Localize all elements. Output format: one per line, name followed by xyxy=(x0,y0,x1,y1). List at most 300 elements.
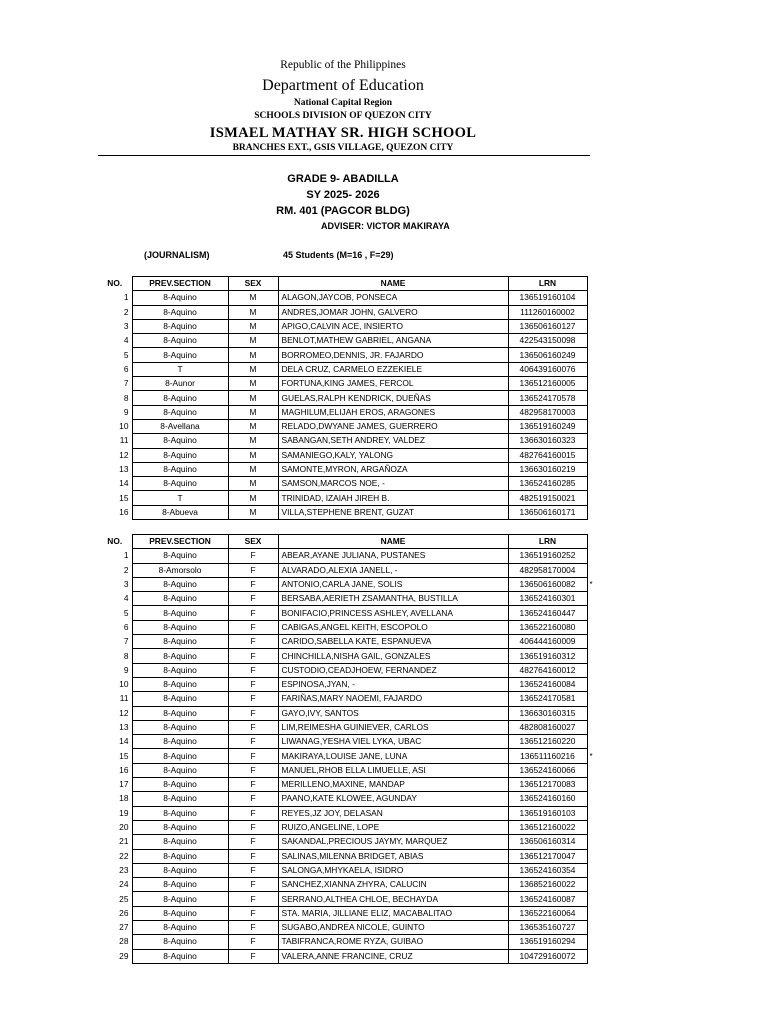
student-name-cell: STA. MARIA, JILLIANE ELIZ, MACABALITAO xyxy=(278,906,508,920)
lrn-cell: 136519160252 xyxy=(508,549,587,563)
prev-section-cell: 8-Aquino xyxy=(132,906,228,920)
prev-section-cell: 8-Aquino xyxy=(132,921,228,935)
student-name-cell: BORROMEO,DENNIS, JR. FAJARDO xyxy=(278,348,508,362)
sex-cell: F xyxy=(228,549,278,563)
sex-cell: M xyxy=(228,391,278,405)
lrn-cell: 136535160727 xyxy=(508,921,587,935)
table-row xyxy=(98,577,597,591)
row-number: 15 xyxy=(98,749,132,763)
adviser: ADVISER: VICTOR MAKIRAYA xyxy=(321,221,450,231)
sex-cell: F xyxy=(228,563,278,577)
student-name-cell: BONIFACIO,PRINCESS ASHLEY, AVELLANA xyxy=(278,606,508,620)
sex-cell: M xyxy=(228,362,278,376)
row-number: 9 xyxy=(98,405,132,419)
sex-cell: F xyxy=(228,763,278,777)
student-name-cell: GAYO,IVY, SANTOS xyxy=(278,706,508,720)
lrn-cell: 104729160072 xyxy=(508,949,587,963)
mark-cell xyxy=(587,820,597,834)
sex-cell: M xyxy=(228,505,278,519)
table-row xyxy=(98,592,597,606)
lrn-cell: 482958170004 xyxy=(508,563,587,577)
student-name-cell: CABIGAS,ANGEL KEITH, ESCOPOLO xyxy=(278,620,508,634)
table-row xyxy=(98,348,597,362)
table-row xyxy=(98,462,597,476)
grade-section: GRADE 9- ABADILLA xyxy=(287,173,399,185)
room: RM. 401 (PAGCOR BLDG) xyxy=(276,205,410,217)
table-row xyxy=(98,549,597,563)
lrn-cell: 136524160301 xyxy=(508,592,587,606)
prev-section-cell: 8-Aquino xyxy=(132,620,228,634)
student-name-cell: SAKANDAL,PRECIOUS JAYMY, MARQUEZ xyxy=(278,835,508,849)
prev-section-cell: 8-Aquino xyxy=(132,878,228,892)
table-header-row xyxy=(98,535,597,549)
student-name-cell: TABIFRANCA,ROME RYZA, GUIBAO xyxy=(278,935,508,949)
student-name-cell: BENLOT,MATHEW GABRIEL, ANGANA xyxy=(278,334,508,348)
row-number: 14 xyxy=(98,477,132,491)
mark-cell xyxy=(587,692,597,706)
student-name-cell: VALERA,ANNE FRANCINE, CRUZ xyxy=(278,949,508,963)
prev-section-cell: 8-Aquino xyxy=(132,391,228,405)
table-row xyxy=(98,305,597,319)
row-number: 4 xyxy=(98,592,132,606)
table-row xyxy=(98,863,597,877)
table-row xyxy=(98,319,597,333)
student-name-cell: SERRANO,ALTHEA CHLOE, BECHAYDA xyxy=(278,892,508,906)
row-number: 10 xyxy=(98,677,132,691)
sex-cell: F xyxy=(228,720,278,734)
row-number: 27 xyxy=(98,921,132,935)
student-name-cell: ABEAR,AYANE JULIANA, PUSTANES xyxy=(278,549,508,563)
prev-section-cell: 8-Aquino xyxy=(132,348,228,362)
row-number: 22 xyxy=(98,849,132,863)
lrn-cell: 482519150021 xyxy=(508,491,587,505)
prev-section-cell: 8-Aquino xyxy=(132,806,228,820)
table-row xyxy=(98,491,597,505)
table-row xyxy=(98,663,597,677)
department-title: Department of Education xyxy=(262,77,424,94)
lrn-cell: 136524160354 xyxy=(508,863,587,877)
prev-section-cell: 8-Aquino xyxy=(132,792,228,806)
mark-cell xyxy=(587,419,597,433)
lrn-cell: 136524160087 xyxy=(508,892,587,906)
lrn-cell: 136512170083 xyxy=(508,778,587,792)
student-name-cell: SALONGA,MHYKAELA, ISIDRO xyxy=(278,863,508,877)
mark-cell xyxy=(587,348,597,362)
row-number: 2 xyxy=(98,305,132,319)
sex-cell: M xyxy=(228,462,278,476)
sex-cell: F xyxy=(228,863,278,877)
row-number: 16 xyxy=(98,763,132,777)
school-year: SY 2025- 2026 xyxy=(306,189,380,201)
student-name-cell: ANTONIO,CARLA JANE, SOLIS xyxy=(278,577,508,591)
col-header-prev-section: PREV.SECTION xyxy=(132,277,228,291)
col-header-sex: SEX xyxy=(228,277,278,291)
student-name-cell: GUELAS,RALPH KENDRICK, DUEÑAS xyxy=(278,391,508,405)
table-header-row xyxy=(98,277,597,291)
lrn-cell: 136506160314 xyxy=(508,835,587,849)
sex-cell: M xyxy=(228,477,278,491)
table-row xyxy=(98,649,597,663)
table-row xyxy=(98,448,597,462)
sex-cell: F xyxy=(228,835,278,849)
student-name-cell: SAMANIEGO,KALY, YALONG xyxy=(278,448,508,462)
student-name-cell: LIM,REIMESHA GUINIEVER, CARLOS xyxy=(278,720,508,734)
lrn-cell: 136852160022 xyxy=(508,878,587,892)
prev-section-cell: 8-Aquino xyxy=(132,649,228,663)
table-row xyxy=(98,334,597,348)
table-row xyxy=(98,921,597,935)
sex-cell: F xyxy=(228,706,278,720)
mark-cell xyxy=(587,592,597,606)
mark-cell xyxy=(587,391,597,405)
sex-cell: F xyxy=(228,663,278,677)
table-row xyxy=(98,835,597,849)
mark-cell xyxy=(587,277,597,291)
prev-section-cell: 8-Aquino xyxy=(132,635,228,649)
lrn-cell: 136512160005 xyxy=(508,377,587,391)
table-row xyxy=(98,635,597,649)
row-number: 19 xyxy=(98,806,132,820)
student-name-cell: SALINAS,MILENNA BRIDGET, ABIAS xyxy=(278,849,508,863)
sex-cell: F xyxy=(228,792,278,806)
lrn-cell: 482764160015 xyxy=(508,448,587,462)
student-name-cell: ALAGON,JAYCOB, PONSECA xyxy=(278,291,508,305)
mark-cell xyxy=(587,935,597,949)
row-number: 3 xyxy=(98,319,132,333)
prev-section-cell: 8-Aquino xyxy=(132,735,228,749)
prev-section-cell: 8-Aquino xyxy=(132,706,228,720)
row-number: 26 xyxy=(98,906,132,920)
prev-section-cell: 8-Aquino xyxy=(132,606,228,620)
table-row xyxy=(98,849,597,863)
sex-cell: F xyxy=(228,635,278,649)
lrn-cell: 136506160171 xyxy=(508,505,587,519)
mark-cell xyxy=(587,878,597,892)
row-number: 13 xyxy=(98,462,132,476)
mark-cell xyxy=(587,921,597,935)
student-name-cell: ALVARADO,ALEXIA JANELL, - xyxy=(278,563,508,577)
row-number: 14 xyxy=(98,735,132,749)
table-row xyxy=(98,563,597,577)
student-name-cell: VILLA,STEPHENE BRENT, GUZAT xyxy=(278,505,508,519)
table-row xyxy=(98,706,597,720)
row-number: 3 xyxy=(98,577,132,591)
lrn-cell: 136524160066 xyxy=(508,763,587,777)
mark-cell xyxy=(587,491,597,505)
prev-section-cell: 8-Aquino xyxy=(132,720,228,734)
lrn-cell: 136511160216 xyxy=(508,749,587,763)
mark-cell xyxy=(587,535,597,549)
row-number: 21 xyxy=(98,835,132,849)
sex-cell: F xyxy=(228,935,278,949)
student-name-cell: TRINIDAD, IZAIAH JIREH B. xyxy=(278,491,508,505)
student-name-cell: MERILLENO,MAXINE, MANDAP xyxy=(278,778,508,792)
sex-cell: M xyxy=(228,405,278,419)
sex-cell: M xyxy=(228,348,278,362)
sex-cell: M xyxy=(228,419,278,433)
prev-section-cell: 8-Aquino xyxy=(132,434,228,448)
lrn-cell: 136522160064 xyxy=(508,906,587,920)
prev-section-cell: 8-Aquino xyxy=(132,749,228,763)
male-rows xyxy=(98,291,597,520)
row-number: 10 xyxy=(98,419,132,433)
row-number: 5 xyxy=(98,606,132,620)
lrn-cell: 136506160249 xyxy=(508,348,587,362)
sex-cell: F xyxy=(228,592,278,606)
table-row xyxy=(98,477,597,491)
sex-cell: F xyxy=(228,906,278,920)
prev-section-cell: 8-Aunor xyxy=(132,377,228,391)
mark-cell xyxy=(587,649,597,663)
student-name-cell: MAGHILUM,ELIJAH EROS, ARAGONES xyxy=(278,405,508,419)
sex-cell: F xyxy=(228,878,278,892)
mark-cell xyxy=(587,291,597,305)
lrn-cell: 136524160160 xyxy=(508,792,587,806)
prev-section-cell: 8-Aquino xyxy=(132,319,228,333)
student-name-cell: CHINCHILLA,NISHA GAIL, GONZALES xyxy=(278,649,508,663)
student-name-cell: SAMSON,MARCOS NOE, - xyxy=(278,477,508,491)
table-row xyxy=(98,792,597,806)
student-name-cell: FORTUNA,KING JAMES, FERCOL xyxy=(278,377,508,391)
table-row xyxy=(98,806,597,820)
row-number: 24 xyxy=(98,878,132,892)
student-name-cell: MANUEL,RHOB ELLA LIMUELLE, ASI xyxy=(278,763,508,777)
mark-cell xyxy=(587,477,597,491)
lrn-cell: 136524160084 xyxy=(508,677,587,691)
sex-cell: M xyxy=(228,434,278,448)
table-row xyxy=(98,419,597,433)
row-number: 11 xyxy=(98,692,132,706)
sex-cell: F xyxy=(228,949,278,963)
mark-cell xyxy=(587,549,597,563)
mark-cell xyxy=(587,720,597,734)
mark-cell xyxy=(587,663,597,677)
lrn-cell: 136630160323 xyxy=(508,434,587,448)
mark-cell xyxy=(587,334,597,348)
mark-cell xyxy=(587,677,597,691)
table-row xyxy=(98,505,597,519)
sex-cell: M xyxy=(228,334,278,348)
table-row xyxy=(98,692,597,706)
col-header-no: NO. xyxy=(98,535,132,549)
sex-cell: F xyxy=(228,749,278,763)
student-name-cell: SUGABO,ANDREA NICOLE, GUINTO xyxy=(278,921,508,935)
female-rows xyxy=(98,549,597,964)
lrn-cell: 136519160104 xyxy=(508,291,587,305)
row-number: 7 xyxy=(98,635,132,649)
mark-cell xyxy=(587,362,597,376)
mark-cell xyxy=(587,305,597,319)
prev-section-cell: 8-Amorsolo xyxy=(132,563,228,577)
mark-cell xyxy=(587,606,597,620)
mark-cell xyxy=(587,849,597,863)
sex-cell: F xyxy=(228,820,278,834)
sex-cell: F xyxy=(228,692,278,706)
mark-cell xyxy=(587,778,597,792)
sex-cell: F xyxy=(228,892,278,906)
table-row xyxy=(98,620,597,634)
female-roster-table xyxy=(98,534,597,964)
sex-cell: M xyxy=(228,448,278,462)
mark-cell xyxy=(587,377,597,391)
student-name-cell: SABANGAN,SETH ANDREY, VALDEZ xyxy=(278,434,508,448)
table-row xyxy=(98,878,597,892)
lrn-cell: 136519160249 xyxy=(508,419,587,433)
mark-cell xyxy=(587,835,597,849)
prev-section-cell: 8-Aquino xyxy=(132,778,228,792)
prev-section-cell: 8-Aquino xyxy=(132,577,228,591)
prev-section-cell: 8-Aquino xyxy=(132,892,228,906)
row-number: 4 xyxy=(98,334,132,348)
prev-section-cell: 8-Aquino xyxy=(132,835,228,849)
prev-section-cell: 8-Aquino xyxy=(132,677,228,691)
sex-cell: F xyxy=(228,849,278,863)
row-number: 12 xyxy=(98,706,132,720)
student-name-cell: ANDRES,JOMAR JOHN, GALVERO xyxy=(278,305,508,319)
student-name-cell: DELA CRUZ, CARMELO EZZEKIELE xyxy=(278,362,508,376)
student-name-cell: RELADO,DWYANE JAMES, GUERRERO xyxy=(278,419,508,433)
table-row xyxy=(98,606,597,620)
row-number: 6 xyxy=(98,620,132,634)
lrn-cell: 136630160315 xyxy=(508,706,587,720)
student-name-cell: REYES,JZ JOY, DELASAN xyxy=(278,806,508,820)
lrn-cell: 406439160076 xyxy=(508,362,587,376)
prev-section-cell: 8-Abueva xyxy=(132,505,228,519)
student-name-cell: FARIÑAS,MARY NAOEMI, FAJARDO xyxy=(278,692,508,706)
student-name-cell: BERSABA,AERIETH ZSAMANTHA, BUSTILLA xyxy=(278,592,508,606)
lrn-cell: 482808160027 xyxy=(508,720,587,734)
row-number: 20 xyxy=(98,820,132,834)
lrn-cell: 136630160219 xyxy=(508,462,587,476)
table-row xyxy=(98,935,597,949)
prev-section-cell: 8-Aquino xyxy=(132,462,228,476)
lrn-cell: 406444160009 xyxy=(508,635,587,649)
lrn-cell: 136524160285 xyxy=(508,477,587,491)
table-row xyxy=(98,405,597,419)
mark-cell xyxy=(587,892,597,906)
table-row xyxy=(98,677,597,691)
prev-section-cell: 8-Aquino xyxy=(132,935,228,949)
sex-cell: F xyxy=(228,606,278,620)
school-address: BRANCHES EXT., GSIS VILLAGE, QUEZON CITY xyxy=(232,143,454,153)
school-name: ISMAEL MATHAY SR. HIGH SCHOOL xyxy=(209,125,477,141)
strand-label: (JOURNALISM) xyxy=(144,250,210,260)
student-name-cell: SAMONTE,MYRON, ARGAÑOZA xyxy=(278,462,508,476)
sex-cell: M xyxy=(228,319,278,333)
col-header-prev-section: PREV.SECTION xyxy=(132,535,228,549)
row-number: 17 xyxy=(98,778,132,792)
mark-cell xyxy=(587,763,597,777)
region-line: National Capital Region xyxy=(293,98,393,108)
sex-cell: F xyxy=(228,649,278,663)
mark-cell xyxy=(587,706,597,720)
division-line: SCHOOLS DIVISION OF QUEZON CITY xyxy=(254,111,432,121)
student-count: 45 Students (M=16 , F=29) xyxy=(283,250,394,260)
sex-cell: F xyxy=(228,677,278,691)
sex-cell: M xyxy=(228,377,278,391)
prev-section-cell: 8-Aquino xyxy=(132,692,228,706)
lrn-cell: 136524170581 xyxy=(508,692,587,706)
prev-section-cell: 8-Aquino xyxy=(132,849,228,863)
mark-cell xyxy=(587,635,597,649)
sex-cell: F xyxy=(228,620,278,634)
row-number: 1 xyxy=(98,549,132,563)
student-name-cell: PAANO,KATE KLOWEE, AGUNDAY xyxy=(278,792,508,806)
mark-cell xyxy=(587,806,597,820)
lrn-cell: 136512160220 xyxy=(508,735,587,749)
student-name-cell: RUIZO,ANGELINE, LOPE xyxy=(278,820,508,834)
lrn-cell: 136524160447 xyxy=(508,606,587,620)
lrn-cell: 136512170047 xyxy=(508,849,587,863)
table-row xyxy=(98,735,597,749)
table-row xyxy=(98,377,597,391)
table-row xyxy=(98,763,597,777)
prev-section-cell: 8-Aquino xyxy=(132,763,228,777)
republic-line: Republic of the Philippines xyxy=(280,59,406,71)
mark-cell: * xyxy=(589,580,593,590)
mark-cell xyxy=(587,949,597,963)
prev-section-cell: 8-Aquino xyxy=(132,592,228,606)
row-number: 8 xyxy=(98,391,132,405)
row-number: 11 xyxy=(98,434,132,448)
row-number: 15 xyxy=(98,491,132,505)
row-number: 9 xyxy=(98,663,132,677)
table-row xyxy=(98,892,597,906)
mark-cell xyxy=(587,863,597,877)
table-row xyxy=(98,391,597,405)
student-name-cell: LIWANAG,YESHA VIEL LYKA, UBAC xyxy=(278,735,508,749)
mark-cell xyxy=(587,448,597,462)
prev-section-cell: 8-Aquino xyxy=(132,663,228,677)
lrn-cell: 136506160127 xyxy=(508,319,587,333)
table-row xyxy=(98,906,597,920)
sex-cell: F xyxy=(228,778,278,792)
mark-cell: * xyxy=(589,751,593,761)
mark-cell xyxy=(587,405,597,419)
table-row xyxy=(98,749,597,763)
row-number: 5 xyxy=(98,348,132,362)
col-header-lrn: LRN xyxy=(508,277,587,291)
student-name-cell: CARIDO,SABELLA KATE, ESPANUEVA xyxy=(278,635,508,649)
prev-section-cell: 8-Aquino xyxy=(132,863,228,877)
table-row xyxy=(98,362,597,376)
col-header-sex: SEX xyxy=(228,535,278,549)
prev-section-cell: T xyxy=(132,491,228,505)
table-row xyxy=(98,291,597,305)
mark-cell xyxy=(587,434,597,448)
row-number: 2 xyxy=(98,563,132,577)
lrn-cell: 136506160082 xyxy=(508,577,587,591)
row-number: 18 xyxy=(98,792,132,806)
lrn-cell: 422543150098 xyxy=(508,334,587,348)
row-number: 12 xyxy=(98,448,132,462)
table-row xyxy=(98,778,597,792)
row-number: 23 xyxy=(98,863,132,877)
prev-section-cell: 8-Aquino xyxy=(132,549,228,563)
row-number: 7 xyxy=(98,377,132,391)
lrn-cell: 136512160022 xyxy=(508,820,587,834)
student-name-cell: APIGO,CALVIN ACE, INSIERTO xyxy=(278,319,508,333)
mark-cell xyxy=(587,906,597,920)
prev-section-cell: T xyxy=(132,362,228,376)
mark-cell xyxy=(587,462,597,476)
male-roster-table xyxy=(98,276,597,520)
sex-cell: M xyxy=(228,291,278,305)
prev-section-cell: 8-Aquino xyxy=(132,405,228,419)
lrn-cell: 136524170578 xyxy=(508,391,587,405)
student-name-cell: CUSTODIO,CEADJHOEW, FERNANDEZ xyxy=(278,663,508,677)
prev-section-cell: 8-Aquino xyxy=(132,291,228,305)
